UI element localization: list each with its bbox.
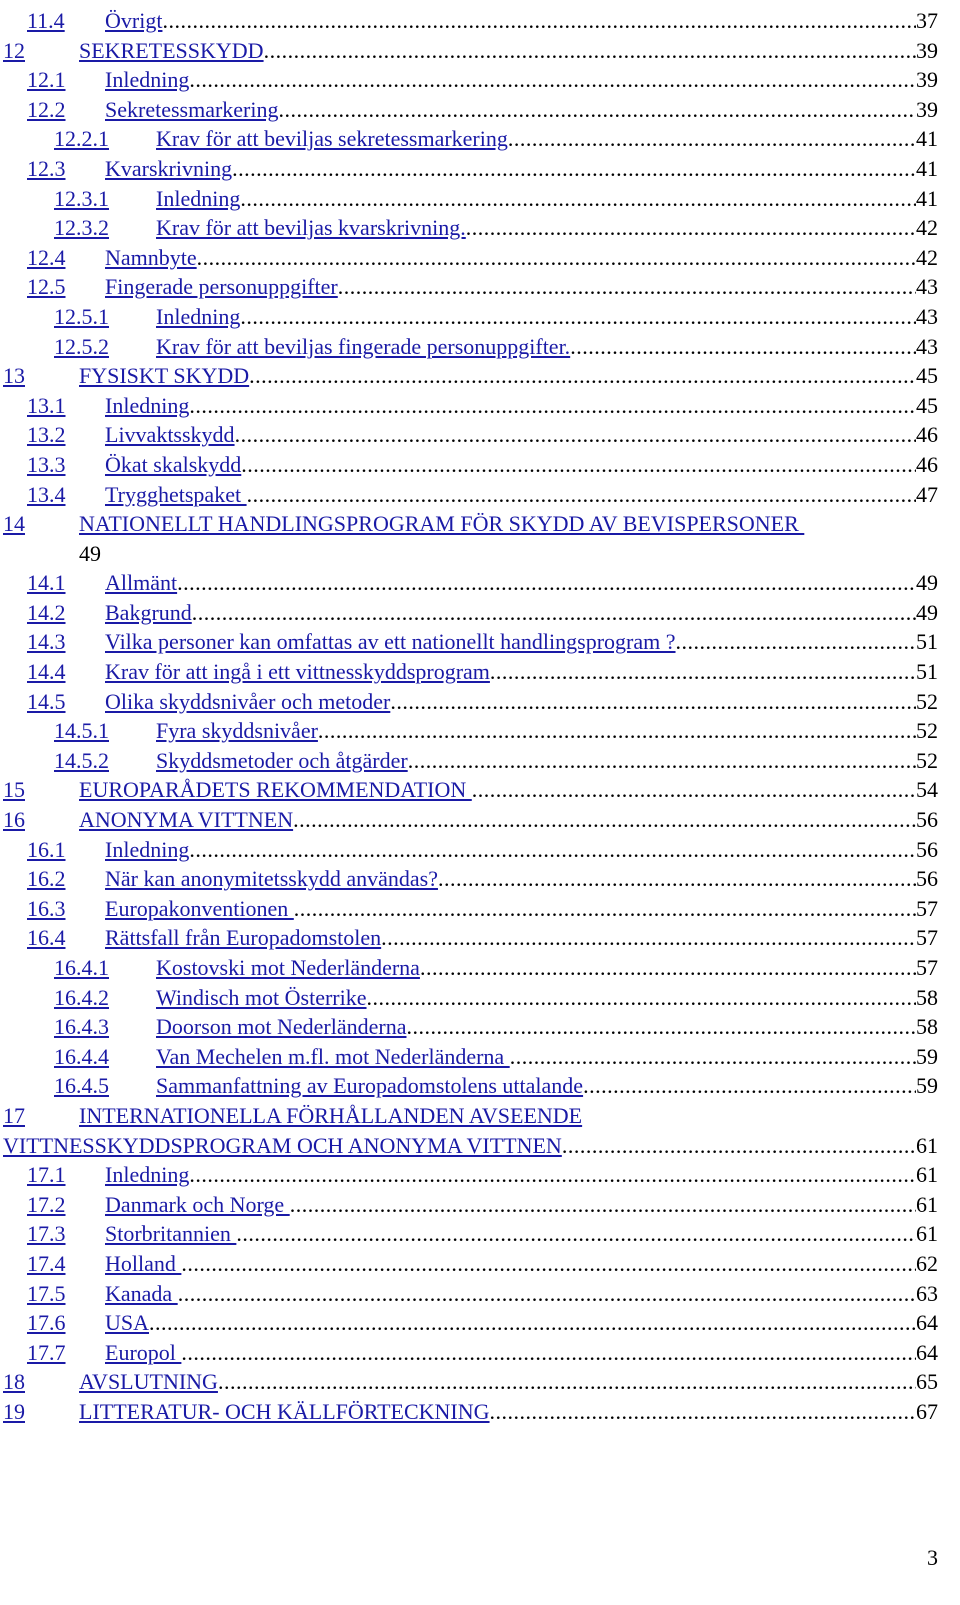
dot-leader [181, 1338, 916, 1368]
toc-entry-number-link[interactable]: 14.5.1 [54, 718, 109, 744]
toc-entry-page: 67 [916, 1398, 938, 1424]
toc-entry-line [156, 302, 938, 332]
toc-entry-page: 41 [916, 185, 938, 211]
toc-entry-line [105, 391, 938, 421]
toc-entry-number-link[interactable]: 14.4 [27, 659, 66, 685]
toc-entry-page: 52 [916, 747, 938, 773]
dot-leader [294, 894, 916, 924]
toc-entry-page: 51 [916, 659, 938, 685]
dot-leader [562, 1131, 916, 1161]
toc-entry[interactable] [0, 1279, 960, 1309]
dot-leader [570, 332, 916, 362]
toc-entry-number-link[interactable]: 16.3 [27, 895, 66, 921]
toc-entry-number-link[interactable]: 17.6 [27, 1310, 66, 1336]
toc-entry-page: 64 [916, 1339, 938, 1365]
toc-entry-page: 59 [916, 1073, 938, 1099]
toc-entry-number-link[interactable]: 12.5.1 [54, 303, 109, 329]
toc-entry-page: 49 [79, 540, 101, 566]
toc-entry-page: 57 [916, 955, 938, 980]
toc-entry[interactable] [0, 480, 960, 510]
toc-entry-number-link[interactable]: 17.5 [27, 1280, 66, 1306]
toc-entry-line [156, 1042, 938, 1072]
toc-entry-title-link[interactable]: Inledning [105, 1162, 190, 1188]
toc-entry[interactable] [0, 361, 960, 391]
toc-entry-page: 39 [916, 96, 938, 122]
toc-entry[interactable] [0, 36, 960, 66]
toc-entry-number-link[interactable]: 16.4 [27, 925, 66, 951]
toc-entry-line [105, 864, 938, 894]
dot-leader [510, 1042, 916, 1072]
toc-entry-number-link[interactable]: 17.4 [27, 1250, 66, 1276]
toc-entry-number-link[interactable]: 14.5 [27, 688, 66, 714]
toc-entry-number-link[interactable]: 12.1 [27, 67, 66, 93]
toc-entry-page: 61 [916, 1191, 938, 1217]
dot-leader [438, 864, 916, 894]
toc-entry-continuation[interactable] [0, 1131, 960, 1161]
toc-entry-line [105, 657, 938, 687]
dot-leader [249, 361, 916, 391]
page-number: 3 [927, 1545, 938, 1570]
toc-entry[interactable] [0, 124, 960, 154]
toc-entry-line [105, 835, 938, 865]
toc-entry-title-link[interactable]: Kvarskrivning [105, 155, 233, 181]
toc-entry-number-link[interactable]: 15 [3, 777, 25, 803]
toc-entry-line [105, 95, 938, 125]
toc-entry[interactable] [0, 1308, 960, 1338]
toc-entry-page: 45 [916, 363, 938, 389]
dot-leader [232, 154, 916, 184]
toc-entry-title-link[interactable]: Inledning [105, 836, 190, 862]
toc-entry-page: 42 [916, 244, 938, 270]
toc-entry-title-link[interactable]: Danmark och Norge [105, 1191, 290, 1217]
toc-entry-line [156, 983, 938, 1013]
dot-leader [197, 243, 916, 273]
toc-entry-title-link[interactable]: Kanada [105, 1280, 178, 1306]
toc-entry[interactable] [0, 332, 960, 362]
toc-entry-page: 49 [916, 599, 938, 625]
toc-entry-number-link[interactable]: 14 [3, 511, 25, 537]
toc-entry-title-link[interactable]: Livvaktsskydd [105, 422, 235, 448]
toc-entry-title-link[interactable]: Holland [105, 1250, 182, 1276]
toc-entry[interactable] [0, 391, 960, 421]
toc-entry-title-link[interactable]: Krav för att ingå i ett vittnesskyddsprogram [105, 659, 490, 685]
toc-entry-title-link[interactable]: Europol [105, 1339, 182, 1365]
toc-entry-title-link[interactable]: Doorson mot Nederländerna [156, 1014, 407, 1040]
toc-entry-line [79, 361, 938, 391]
dot-leader [189, 65, 916, 95]
toc-entry-number-link[interactable]: 16.4.2 [54, 984, 109, 1010]
toc-entry-title-link[interactable]: Övrigt [105, 8, 163, 33]
toc-entry-number-link[interactable]: 17.1 [27, 1162, 66, 1188]
toc-entry-line [79, 775, 938, 805]
toc-entry-line [105, 568, 938, 598]
toc-entry-title-link[interactable]: Allmänt [105, 570, 178, 596]
dot-leader [318, 716, 916, 746]
toc-entry-number-link[interactable]: 17.2 [27, 1191, 66, 1217]
toc-entry-number-link[interactable]: 16.4.1 [54, 955, 109, 980]
dot-leader [490, 657, 916, 687]
toc-entry-number-link[interactable]: 16.1 [27, 836, 66, 862]
toc-entry-line [156, 1071, 938, 1101]
toc-entry-line [156, 124, 938, 154]
toc-entry-line [156, 716, 938, 746]
toc-entry-line [79, 1101, 938, 1131]
toc-entry-page: 41 [916, 155, 938, 181]
toc-entry-title-link[interactable]: Windisch mot Österrike [156, 984, 367, 1010]
toc-entry-page: 39 [916, 37, 938, 63]
dot-leader [508, 124, 916, 154]
dot-leader [189, 391, 916, 421]
toc-entry-title-link[interactable]: Ökat skalskydd [105, 451, 242, 477]
toc-entry[interactable] [0, 184, 960, 214]
table-of-contents [0, 6, 960, 1427]
toc-entry-line [105, 450, 938, 480]
toc-entry-page: 61 [916, 1132, 938, 1158]
dot-leader [264, 36, 916, 66]
toc-entry-page: 62 [916, 1250, 938, 1276]
toc-entry-page: 59 [916, 1043, 938, 1069]
toc-entry-page: 46 [916, 422, 938, 448]
toc-entry-number-link[interactable]: 13.4 [27, 481, 66, 507]
toc-entry-title-link[interactable]: Olika skyddsnivåer och metoder [105, 688, 391, 714]
toc-entry-line [105, 1190, 938, 1220]
toc-entry[interactable] [0, 450, 960, 480]
toc-entry-number-link[interactable]: 13 [3, 363, 25, 389]
toc-entry-number-link[interactable]: 16.4.3 [54, 1014, 109, 1040]
toc-entry[interactable] [0, 1160, 960, 1190]
toc-entry-line [156, 1012, 938, 1042]
toc-entry-line [156, 746, 938, 776]
dot-leader [235, 420, 916, 450]
toc-entry-line [105, 1160, 938, 1190]
toc-entry-line [105, 420, 938, 450]
toc-entry[interactable] [0, 1249, 960, 1279]
toc-entry-title-link[interactable]: Inledning [105, 392, 190, 418]
toc-entry-title-link[interactable]: När kan anonymitetsskydd användas? [105, 866, 438, 892]
toc-entry-title-link[interactable]: Sekretessmarkering [105, 96, 279, 122]
toc-entry[interactable] [0, 302, 960, 332]
dot-leader [178, 1279, 916, 1309]
toc-entry-number-link[interactable]: 12.5 [27, 274, 66, 300]
toc-entry-title-link[interactable]: Inledning [105, 67, 190, 93]
toc-entry[interactable] [0, 243, 960, 273]
toc-entry-page: 54 [916, 777, 938, 803]
toc-entry-number-link[interactable]: 12.2.1 [54, 126, 109, 152]
toc-entry-title-link[interactable]: Sammanfattning av Europadomstolens uttalande [156, 1073, 584, 1099]
toc-entry-line [105, 1308, 938, 1338]
toc-entry-line [105, 894, 938, 924]
toc-entry[interactable] [0, 894, 960, 924]
toc-entry-title-link[interactable]: Fingerade personuppgifter [105, 274, 338, 300]
toc-entry-line [3, 1131, 938, 1161]
toc-entry[interactable] [0, 716, 960, 746]
toc-entry-title-link[interactable]: ANONYMA VITTNEN [79, 807, 294, 833]
toc-entry-title-link[interactable]: USA [105, 1310, 150, 1336]
toc-entry-page: 52 [916, 718, 938, 744]
toc-entry[interactable] [0, 627, 960, 657]
toc-entry-line [105, 1279, 938, 1309]
toc-entry-number-link[interactable]: 16.2 [27, 866, 66, 892]
toc-entry[interactable] [0, 598, 960, 628]
toc-entry-number-link[interactable]: 14.1 [27, 570, 66, 596]
toc-entry-page: 43 [916, 333, 938, 359]
toc-entry-title-link[interactable]: Rättsfall från Europadomstolen [105, 925, 382, 951]
toc-entry[interactable] [0, 1101, 960, 1131]
dot-leader [192, 598, 916, 628]
toc-entry-line [105, 243, 938, 273]
toc-entry[interactable] [0, 1042, 960, 1072]
toc-entry-number-link[interactable]: 12.4 [27, 244, 66, 270]
toc-entry[interactable] [0, 1071, 960, 1101]
toc-entry-page: 56 [916, 807, 938, 833]
toc-entry-number-link[interactable]: 16 [3, 807, 25, 833]
toc-entry[interactable] [0, 1219, 960, 1249]
toc-entry-title-link[interactable]: Namnbyte [105, 244, 197, 270]
toc-entry-page: 63 [916, 1280, 938, 1306]
toc-entry[interactable] [0, 1190, 960, 1220]
dot-leader [241, 450, 916, 480]
toc-entry-line [105, 480, 938, 510]
toc-entry[interactable] [0, 568, 960, 598]
toc-entry-page: 58 [916, 1014, 938, 1040]
toc-entry-line [79, 1367, 938, 1397]
toc-entry[interactable] [0, 835, 960, 865]
toc-entry-line [105, 1338, 938, 1368]
toc-entry-number-link[interactable]: 12 [3, 37, 25, 63]
toc-entry-title-link[interactable]: Vilka personer kan omfattas av ett nationellt handlingsprogram ? [105, 629, 676, 655]
toc-entry-line [105, 154, 938, 184]
dot-leader [293, 805, 916, 835]
dot-leader [420, 953, 916, 983]
toc-entry-title-link[interactable]: Van Mechelen m.fl. mot Nederländerna [156, 1043, 510, 1069]
dot-leader [338, 272, 916, 302]
toc-entry-number-link[interactable]: 13.1 [27, 392, 66, 418]
toc-entry-page: 37 [916, 8, 938, 33]
toc-entry-page: 61 [916, 1162, 938, 1188]
toc-entry[interactable] [0, 1397, 960, 1427]
toc-entry[interactable] [0, 154, 960, 184]
dot-leader [177, 568, 916, 598]
toc-entry[interactable] [0, 65, 960, 95]
toc-entry[interactable] [0, 687, 960, 717]
toc-entry-number-link[interactable]: 17.7 [27, 1339, 66, 1365]
toc-entry[interactable] [0, 6, 960, 36]
dot-leader [381, 923, 916, 953]
dot-leader [490, 1397, 916, 1427]
toc-entry[interactable] [0, 1012, 960, 1042]
toc-entry[interactable] [0, 657, 960, 687]
toc-entry-number-link[interactable]: 12.5.2 [54, 333, 109, 359]
toc-entry-title-link[interactable]: Trygghetspaket [105, 481, 247, 507]
toc-entry-line [156, 213, 938, 243]
toc-entry-line [105, 923, 938, 953]
dot-leader [390, 687, 916, 717]
toc-entry-title-link[interactable]: LITTERATUR- OCH KÄLLFÖRTECKNING [79, 1398, 490, 1424]
toc-entry[interactable] [0, 805, 960, 835]
toc-entry-number-link[interactable]: 14.3 [27, 629, 66, 655]
toc-entry[interactable] [0, 953, 960, 983]
toc-entry-page: 57 [916, 895, 938, 921]
toc-entry-number-link[interactable]: 14.2 [27, 599, 66, 625]
toc-entry[interactable] [0, 213, 960, 243]
toc-entry[interactable] [0, 1338, 960, 1368]
toc-entry[interactable] [0, 775, 960, 805]
dot-leader [676, 627, 916, 657]
toc-entry[interactable] [0, 509, 960, 539]
toc-entry-page: 46 [916, 451, 938, 477]
toc-entry[interactable] [0, 923, 960, 953]
toc-entry-title-link[interactable]: Inledning [156, 185, 241, 211]
toc-entry-number-link[interactable]: 17 [3, 1102, 25, 1128]
toc-entry-title-link[interactable]: Kostovski mot Nederländerna [156, 955, 420, 980]
toc-entry[interactable] [0, 420, 960, 450]
toc-entry-title-link[interactable]: AVSLUTNING [79, 1369, 218, 1395]
toc-entry-line [79, 509, 938, 539]
dot-leader [236, 1219, 916, 1249]
toc-entry-number-link[interactable]: 16.4.4 [54, 1043, 109, 1069]
toc-entry-number-link[interactable]: 16.4.5 [54, 1073, 109, 1099]
toc-entry-page: 58 [916, 984, 938, 1010]
dot-leader [472, 775, 916, 805]
dot-leader [240, 184, 916, 214]
toc-entry-page: 42 [916, 215, 938, 241]
toc-entry-title-link[interactable]: Krav för att beviljas fingerade personuppgifter. [156, 333, 571, 359]
toc-entry-title-link[interactable]: Skyddsmetoder och åtgärder [156, 747, 408, 773]
toc-entry-title-link[interactable]: Storbritannien [105, 1221, 237, 1247]
toc-entry-line [156, 953, 938, 983]
toc-entry-page: 41 [916, 126, 938, 152]
dot-leader [408, 746, 916, 776]
toc-entry-line [105, 687, 938, 717]
toc-entry[interactable] [0, 983, 960, 1013]
toc-entry-number-link[interactable]: 11.4 [27, 8, 65, 33]
toc-entry-title-link[interactable]: FYSISKT SKYDD [79, 363, 250, 389]
toc-entry-page: 57 [916, 925, 938, 951]
toc-entry-line [105, 1219, 938, 1249]
toc-entry-page: 51 [916, 629, 938, 655]
toc-entry-title-link[interactable]: INTERNATIONELLA FÖRHÅLLANDEN AVSEENDE [79, 1102, 583, 1128]
toc-entry[interactable] [0, 864, 960, 894]
toc-entry[interactable] [0, 95, 960, 125]
toc-entry-page: 56 [916, 836, 938, 862]
toc-entry[interactable] [0, 272, 960, 302]
dot-leader [189, 1160, 916, 1190]
toc-entry-title-link[interactable]: Krav för att beviljas sekretessmarkering [156, 126, 508, 152]
dot-leader [240, 302, 916, 332]
dot-leader [583, 1071, 916, 1101]
toc-entry-page: 49 [916, 570, 938, 596]
toc-entry-continuation [0, 539, 960, 569]
toc-entry-line [105, 65, 938, 95]
toc-entry[interactable] [0, 1367, 960, 1397]
toc-entry-line [79, 36, 938, 66]
dot-leader [162, 6, 916, 36]
toc-entry-number-link[interactable]: 12.3.1 [54, 185, 109, 211]
toc-entry-number-link[interactable]: 12.3.2 [54, 215, 109, 241]
toc-entry-number-link[interactable]: 14.5.2 [54, 747, 109, 773]
toc-entry-title-link[interactable]: NATIONELLT HANDLINGSPROGRAM FÖR SKYDD AV BEVISPERSONER [79, 511, 805, 537]
dot-leader [290, 1190, 916, 1220]
toc-entry-title-link[interactable]: Krav för att beviljas kvarskrivning. [156, 215, 466, 241]
toc-entry-title-link[interactable]: VITTNESSKYDDSPROGRAM OCH ANONYMA VITTNEN [3, 1132, 562, 1158]
toc-entry-number-link[interactable]: 19 [3, 1398, 25, 1424]
toc-entry-page: 65 [916, 1369, 938, 1395]
toc-entry[interactable] [0, 746, 960, 776]
dot-leader [189, 835, 916, 865]
toc-entry-title-link[interactable]: Inledning [156, 303, 241, 329]
toc-entry-number-link[interactable]: 12.3 [27, 155, 66, 181]
toc-entry-line [156, 184, 938, 214]
toc-entry-number-link[interactable]: 18 [3, 1369, 25, 1395]
toc-entry-line [156, 332, 938, 362]
toc-entry-page: 47 [916, 481, 938, 507]
toc-entry-title-link[interactable]: Europakonventionen [105, 895, 294, 921]
toc-entry-number-link[interactable]: 13.3 [27, 451, 66, 477]
toc-entry-number-link[interactable]: 17.3 [27, 1221, 66, 1247]
toc-entry-title-link[interactable]: SEKRETESSKYDD [79, 37, 264, 63]
toc-entry-number-link[interactable]: 12.2 [27, 96, 66, 122]
toc-entry-line [105, 272, 938, 302]
toc-entry-line [105, 627, 938, 657]
toc-entry-line [79, 805, 938, 835]
toc-entry-title-link[interactable]: Fyra skyddsnivåer [156, 718, 318, 744]
dot-leader [466, 213, 916, 243]
toc-entry-title-link[interactable]: Bakgrund [105, 599, 192, 625]
toc-entry-page: 45 [916, 392, 938, 418]
dot-leader [367, 983, 916, 1013]
toc-entry-page: 39 [916, 67, 938, 93]
dot-leader [406, 1012, 916, 1042]
toc-entry-line [79, 1397, 938, 1427]
toc-entry-title-link[interactable]: EUROPARÅDETS REKOMMENDATION [79, 777, 472, 803]
toc-entry-page: 43 [916, 303, 938, 329]
toc-entry-number-link[interactable]: 13.2 [27, 422, 66, 448]
toc-entry-line [105, 598, 938, 628]
toc-entry-page: 64 [916, 1310, 938, 1336]
dot-leader [181, 1249, 916, 1279]
dot-leader [279, 95, 917, 125]
toc-entry-page: 56 [916, 866, 938, 892]
toc-entry-page: 61 [916, 1221, 938, 1247]
toc-entry-page: 52 [916, 688, 938, 714]
dot-leader [218, 1367, 916, 1397]
dot-leader [247, 480, 916, 510]
toc-entry-page: 43 [916, 274, 938, 300]
toc-entry-line [105, 6, 938, 36]
dot-leader [149, 1308, 916, 1338]
toc-entry-line [105, 1249, 938, 1279]
